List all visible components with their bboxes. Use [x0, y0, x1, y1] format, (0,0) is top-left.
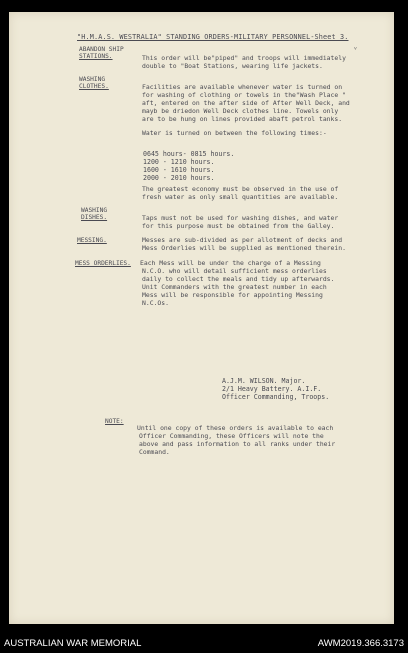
note-text-4: Command.	[139, 448, 170, 456]
note-text-2: Officer Commanding, these Officers will note the	[139, 432, 324, 440]
section-label-messing: MESSING.	[77, 237, 107, 244]
signature-line: Officer Commanding, Troops.	[222, 393, 330, 401]
washing-dishes-text-1: Taps must not be used for washing dishes, and water	[142, 214, 339, 222]
label-line: WASHING	[81, 207, 108, 214]
section-label-abandon-ship	[79, 46, 124, 60]
water-intro: Water is turned on between the following times:-	[142, 129, 327, 137]
time-row: 0645 hours- 0815 hours.	[143, 150, 235, 158]
mess-orderlies-text-3: daily to collect the meals and tidy up afterwards.	[142, 275, 335, 283]
section-label-washing-clothes	[79, 76, 109, 90]
archive-caption-bar	[0, 634, 408, 653]
section-label-washing-dishes	[81, 207, 107, 221]
note-text-1: Until one copy of these orders is available to each	[137, 424, 334, 432]
mess-orderlies-text-6: N.C.Os.	[142, 299, 169, 307]
label-line: STATIONS.	[79, 53, 113, 61]
economy-text-1: The greatest economy must be observed in the use of	[142, 185, 339, 193]
mess-orderlies-text-2: N.C.O. who will detail sufficient mess orderlies	[142, 267, 327, 275]
water-times	[143, 150, 234, 182]
note-label: NOTE:	[105, 418, 124, 425]
messing-text-2: Mess Orderlies will be supplied as mentioned therein.	[142, 244, 346, 252]
time-row: 1600 - 1610 hours.	[143, 166, 215, 174]
economy-text-2: fresh water as only small quantities are available.	[142, 193, 339, 201]
pen-mark: ᵛ	[353, 45, 358, 54]
time-row: 2000 - 2010 hours.	[143, 174, 215, 182]
abandon-ship-text-2: double to "Boat Stations, wearing life jackets.	[142, 62, 323, 70]
label-line: WASHING	[79, 76, 106, 83]
signature-line: 2/1 Heavy Battery. A.I.F.	[222, 385, 322, 393]
signature-block	[222, 377, 329, 401]
washing-dishes-text-2: for this purpose must be obtained from the Galley.	[142, 222, 335, 230]
label-line: DISHES.	[81, 214, 108, 222]
washing-clothes-text-2: for washing of clothing or towels in the"Wash Place "	[142, 91, 346, 99]
page-header: "H.M.A.S. WESTRALIA" STANDING ORDERS-MILITARY PERSONNEL-Sheet 3.	[77, 33, 349, 41]
abandon-ship-text-1: This order will be"piped" and troops will immediately	[142, 54, 346, 62]
mess-orderlies-text-1: Each Mess will be under the charge of a Messing	[140, 259, 321, 267]
mess-orderlies-text-4: Unit Commanders with the greatest number in each	[142, 283, 327, 291]
washing-clothes-text-4: mayb be driedon Well Deck clothes line. Towels only	[142, 107, 339, 115]
document-page	[9, 12, 394, 624]
messing-text-1: Messes are sub-divided as per allotment of decks and	[142, 236, 343, 244]
signature-line: A.J.M. WILSON. Major.	[222, 377, 306, 385]
section-label-mess-orderlies: MESS ORDERLIES.	[75, 260, 131, 267]
washing-clothes-text-3: aft, entered on the after side of After Well Deck, and	[142, 99, 350, 107]
mess-orderlies-text-5: Mess will be responsible for appointing Messing	[142, 291, 323, 299]
label-line: CLOTHES.	[79, 83, 109, 91]
label-line: ABANDON SHIP	[79, 46, 124, 53]
archive-name: AUSTRALIAN WAR MEMORIAL	[4, 638, 142, 649]
archive-id: AWM2019.366.3173	[317, 638, 404, 649]
washing-clothes-text-1: Facilities are available whenever water is turned on	[142, 83, 343, 91]
note-text-3: above and pass information to all ranks under their	[139, 440, 336, 448]
washing-clothes-text-5: are to be hung on lines provided abaft petrol tanks.	[142, 115, 343, 123]
time-row: 1200 - 1210 hours.	[143, 158, 215, 166]
